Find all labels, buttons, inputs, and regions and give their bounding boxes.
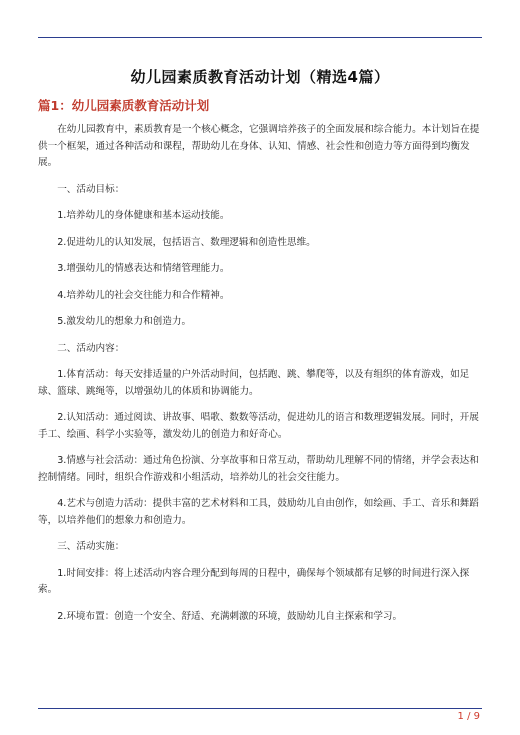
- page-indicator: 1 / 9: [457, 711, 480, 722]
- intro-paragraph: 在幼儿园教育中，素质教育是一个核心概念，它强调培养孩子的全面发展和综合能力。本计划旨在提供一个框架，通过各种活动和课程，帮助幼儿在身体、认知、情感、社会性和创造力等方面得到均衡发展。: [38, 124, 480, 168]
- header-rule: [38, 37, 482, 38]
- subheading-goals: 一、活动目标：: [57, 183, 125, 195]
- goal-item: 3.增强幼儿的情感表达和情绪管理能力。: [57, 263, 230, 274]
- subheading-implementation: 三、活动实施：: [57, 541, 125, 552]
- content-item: 1.体育活动：每天安排适量的户外活动时间，包括跑、跳、攀爬等，以及有组织的体育游戏，如足球、篮球、跳绳等，以增强幼儿的体质和协调能力。: [38, 369, 470, 397]
- goal-item: 4.培养幼儿的社会交往能力和合作精神。: [57, 289, 230, 301]
- implementation-item: 2.环境布置：创造一个安全、舒适、充满刺激的环境，鼓励幼儿自主探索和学习。: [57, 610, 403, 622]
- document-title: 幼儿园素质教育活动计划（精选4篇）: [130, 68, 390, 86]
- goal-item: 5.激发幼儿的想象力和创造力。: [57, 316, 192, 327]
- implementation-item: 1.时间安排：将上述活动内容合理分配到每周的日程中，确保每个领域都有足够的时间进行深入探索。: [38, 567, 470, 595]
- content-item: 3.情感与社会活动：通过角色扮演、分享故事和日常互动，帮助幼儿理解不同的情绪，并学会表达和控制情绪。同时，组织合作游戏和小组活动，培养幼儿的社会交往能力。: [38, 455, 479, 483]
- content-item: 4.艺术与创造力活动：提供丰富的艺术材料和工具，鼓励幼儿自由创作，如绘画、手工、音乐和舞蹈等，以培养他们的想象力和创造力。: [38, 498, 479, 526]
- section-heading: 篇1：幼儿园素质教育活动计划: [38, 98, 210, 113]
- content-item: 2.认知活动：通过阅读、讲故事、唱歌、数数等活动，促进幼儿的语言和数理逻辑发展。同时，开展手工、绘画、科学小实验等，激发幼儿的创造力和好奇心。: [38, 412, 479, 440]
- goal-item: 1.培养幼儿的身体健康和基本运动技能。: [57, 210, 230, 221]
- goal-item: 2.促进幼儿的认知发展，包括语言、数理逻辑和创造性思维。: [57, 236, 316, 248]
- subheading-content: 二、活动内容：: [57, 342, 125, 354]
- document-body: [38, 122, 484, 635]
- footer-rule: [38, 708, 482, 709]
